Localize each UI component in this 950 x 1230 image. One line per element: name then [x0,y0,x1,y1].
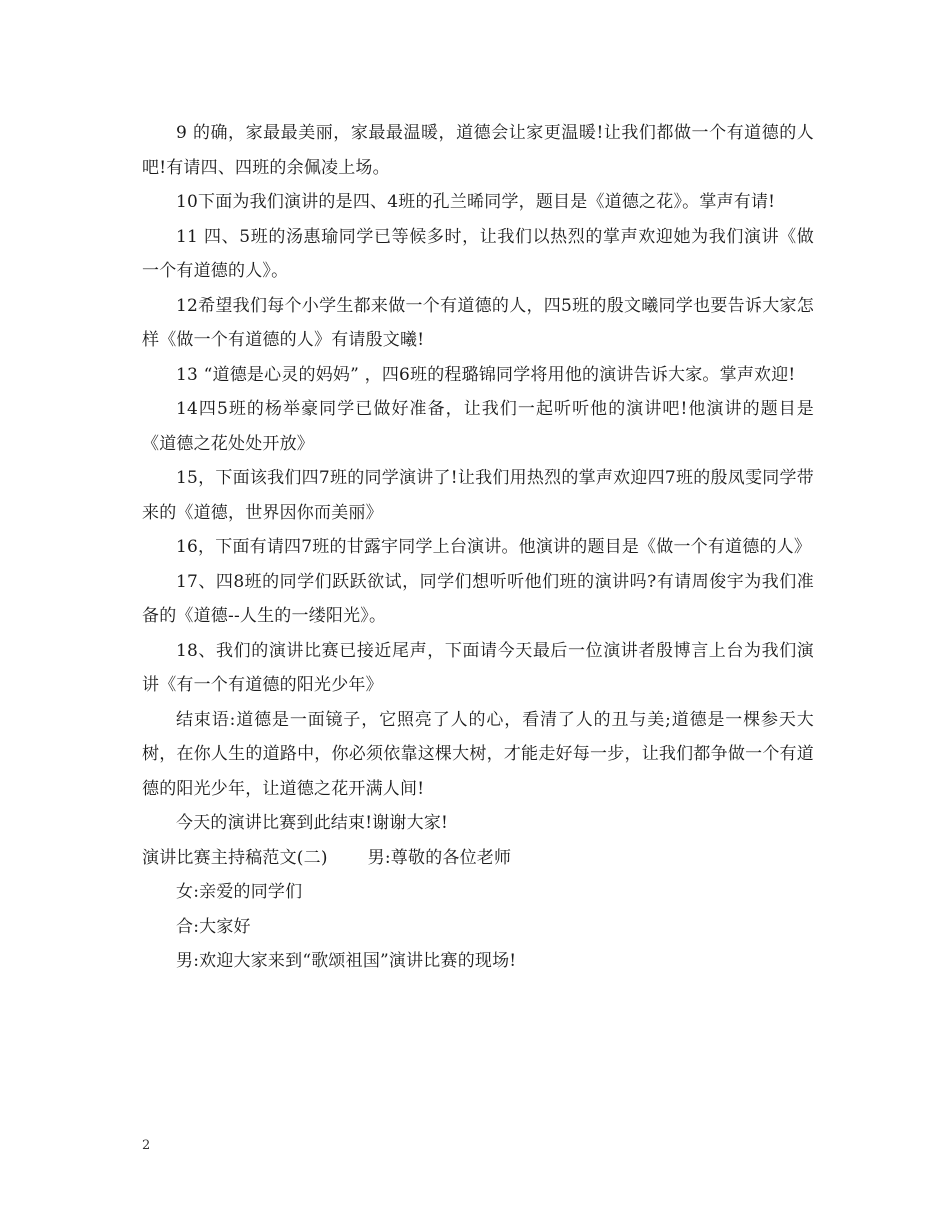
paragraph-14: 14四5班的杨举豪同学已做好准备，让我们一起听听他的演讲吧!他演讲的题目是《道德之花处处开放》 [142,399,814,454]
closing-thanks: 今天的演讲比赛到此结束!谢谢大家! [176,813,449,833]
page-number: 2 [142,1138,151,1153]
paragraph-15: 15，下面该我们四7班的同学演讲了!让我们用热烈的掌声欢迎四7班的殷凤雯同学带来的《道德，世界因你而美丽》 [142,468,814,523]
paragraph-9: 9 的确，家最最美丽，家最最温暖，道德会让家更温暖!让我们都做一个有道德的人吧!有请四、四班的余佩凌上场。 [142,123,814,178]
dialogue-line-female: 女:亲爱的同学们 [176,882,303,902]
dialogue-line-together: 合:大家好 [176,916,251,937]
dialogue-line-male-welcome: 男:欢迎大家来到“歌颂祖国”演讲比赛的现场! [176,951,517,971]
paragraph-17: 17、四8班的同学们跃跃欲试，同学们想听听他们班的演讲吗?有请周俊宇为我们准备的《道德--人生的一缕阳光》。 [142,571,814,626]
section-title: 演讲比赛主持稿范文(二) [142,847,328,868]
paragraph-12: 12希望我们每个小学生都来做一个有道德的人，四5班的殷文曦同学也要告诉大家怎样《做一个有道德的人》有请殷文曦! [142,295,814,350]
document-body [142,116,814,979]
paragraph-10: 10下面为我们演讲的是四、4班的孔兰晞同学，题目是《道德之花》。掌声有请! [176,192,776,212]
paragraph-16: 16，下面有请四7班的甘露宇同学上台演讲。他演讲的题目是《做一个有道德的人》 [176,537,812,557]
paragraph-13: 13 “道德是心灵的妈妈” ，四6班的程璐锦同学将用他的演讲告诉大家。掌声欢迎! [176,364,796,385]
section-heading-line [142,841,814,876]
paragraph-11: 11 四、5班的汤惠瑜同学已等候多时，让我们以热烈的掌声欢迎她为我们演讲《做一个有道德的人》。 [142,226,814,281]
closing-remarks: 结束语:道德是一面镜子，它照亮了人的心，看清了人的丑与美;道德是一棵参天大树，在你人生的道路中，你必须依靠这棵大树，才能走好每一步，让我们都争做一个有道德的阳光少年，让道德之花开满人间! [142,709,814,799]
paragraph-18: 18、我们的演讲比赛已接近尾声，下面请今天最后一位演讲者殷博言上台为我们演讲《有一个有道德的阳光少年》 [142,640,814,695]
dialogue-line-male-opening: 男:尊敬的各位老师 [367,847,512,868]
